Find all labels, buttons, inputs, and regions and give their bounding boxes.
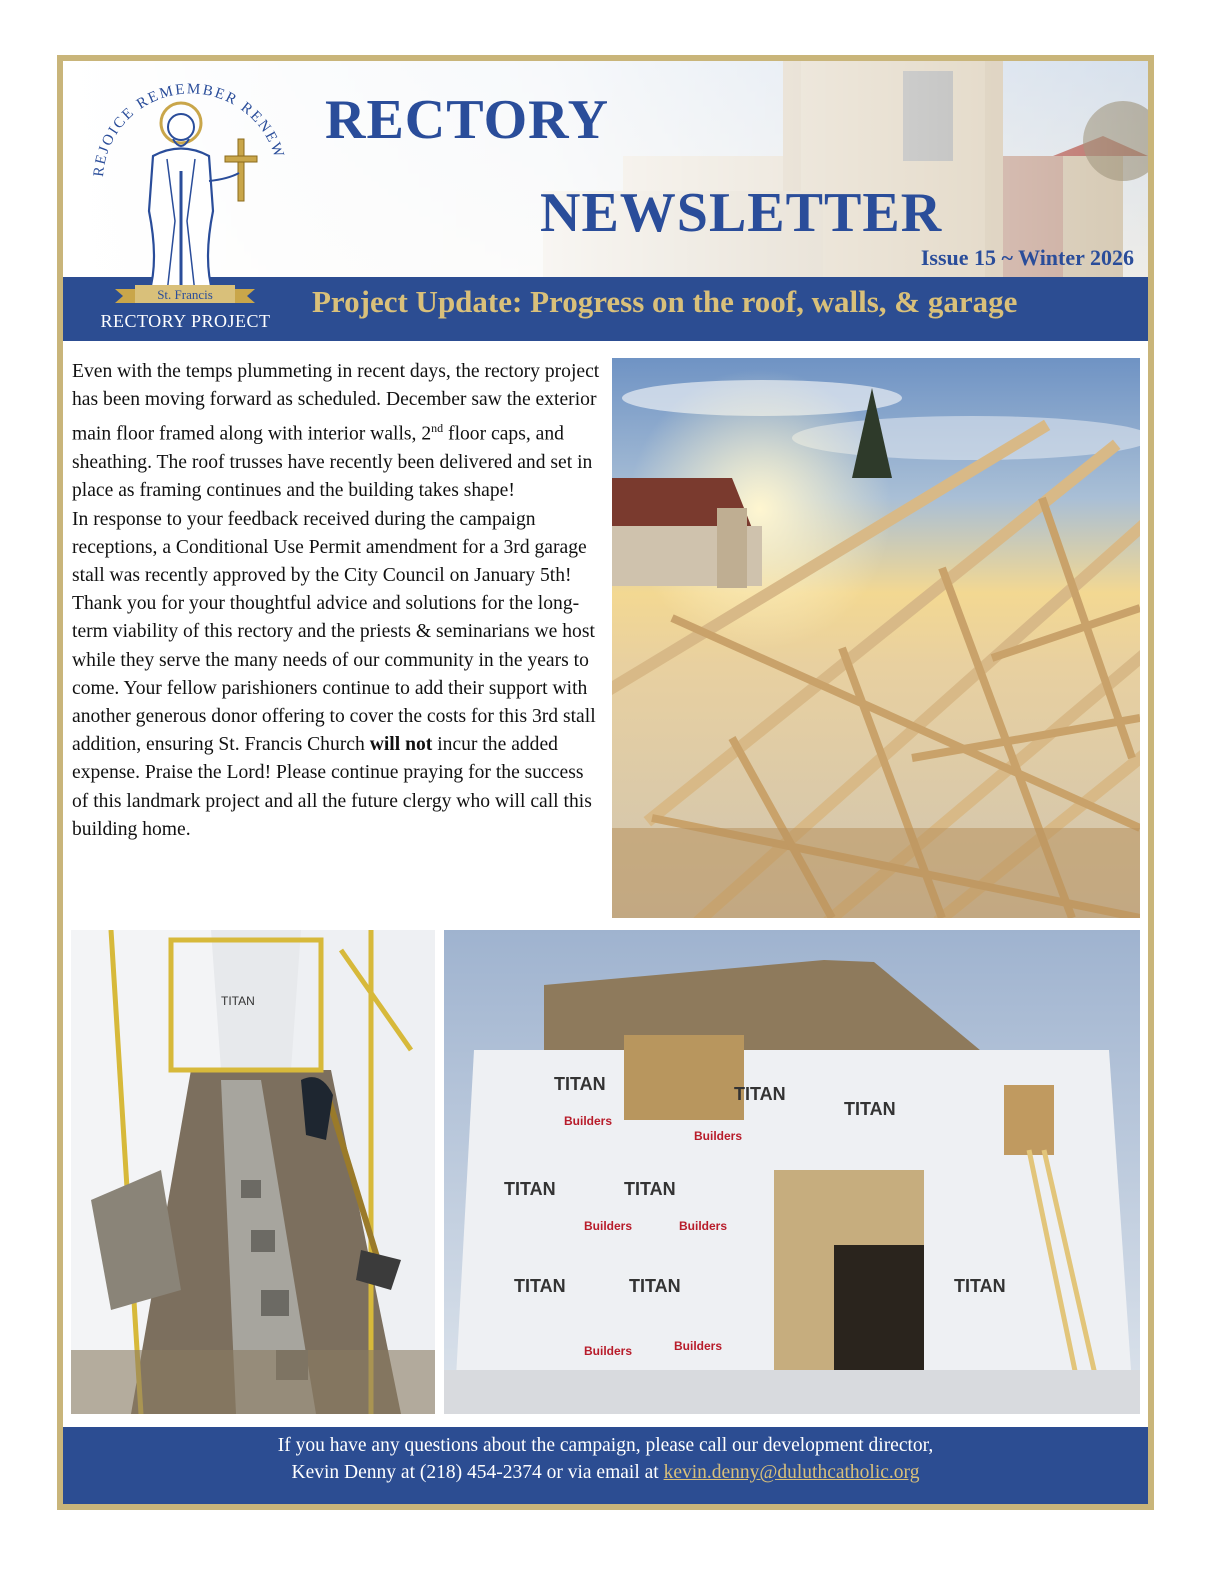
- issue-label: Issue 15 ~ Winter 2026: [920, 245, 1134, 270]
- wrap-brand-text: TITAN: [844, 1099, 896, 1119]
- wrap-brand-text: TITAN: [514, 1276, 566, 1296]
- newsletter-title-line2: NEWSLETTER: [540, 182, 943, 244]
- foundation-wall-photo: [71, 930, 435, 1414]
- article-paragraph-1: Even with the temps plummeting in recent days, the rectory project has been moving forward as scheduled. December saw the exterior main floor framed along with interior walls, 2nd floor caps, and sheathing. The roof trusses have recently been delivered and set in place as framing continues and the building takes shape!: [72, 361, 600, 502]
- footer-line-2: [63, 1462, 1148, 1484]
- wrap-brand2-text: Builders: [674, 1339, 723, 1353]
- wrap-brand2-text: Builders: [679, 1219, 728, 1233]
- footer-line-1: If you have any questions about the campaign, please call our development director,: [277, 1435, 934, 1456]
- logo-arc-text: REJOICE REMEMBER RENEW: [90, 81, 288, 178]
- wrap-brand-text: TITAN: [554, 1074, 606, 1094]
- wrap-brand-text: TITAN: [954, 1276, 1006, 1296]
- article-body: [72, 358, 602, 844]
- wrap-brand-text: TITAN: [624, 1179, 676, 1199]
- logo-ribbon-text: St. Francis: [157, 287, 213, 302]
- wrap-brand2-text: Builders: [584, 1344, 633, 1358]
- article-paragraph-2: In response to your feedback received during the campaign receptions, a Conditional Use Permit amendment for a 3rd garage stall was recently approved by the City Council on January 5th! Thank you for your thoughtful advice and solutions for the long-term viability of this rectory and the priests & seminarians we host while they serve the many needs of our community in the years to come. Your fellow parishioners continue to add their support with another generous donor offering to cover the costs for this 3rd stall addition, ensuring St. Francis Church will not incur the added expense. Praise the Lord! Please continue praying for the success of this landmark project and all the future clergy who will call this building home.: [72, 508, 596, 840]
- wrap-brand-text: TITAN: [221, 994, 255, 1008]
- roof-trusses-photo: [612, 358, 1140, 918]
- footer-contact-text: Kevin Denny at (218) 454-2374 or via email at: [291, 1462, 664, 1483]
- wrap-brand2-text: Builders: [564, 1114, 613, 1128]
- wrap-brand2-text: Builders: [584, 1219, 633, 1233]
- wrap-brand-text: TITAN: [734, 1084, 786, 1104]
- logo-caption: RECTORY PROJECT: [100, 311, 271, 331]
- wrap-brand2-text: Builders: [694, 1129, 743, 1143]
- house-wrap-photo: [444, 930, 1140, 1414]
- st-francis-logo: [63, 61, 308, 339]
- project-update-heading: Project Update: Progress on the roof, walls, & garage: [312, 284, 1018, 319]
- wrap-brand-text: TITAN: [629, 1276, 681, 1296]
- newsletter-title-line1: RECTORY: [325, 89, 610, 151]
- email-link[interactable]: kevin.denny@duluthcatholic.org: [663, 1462, 920, 1483]
- wrap-brand-text: TITAN: [504, 1179, 556, 1199]
